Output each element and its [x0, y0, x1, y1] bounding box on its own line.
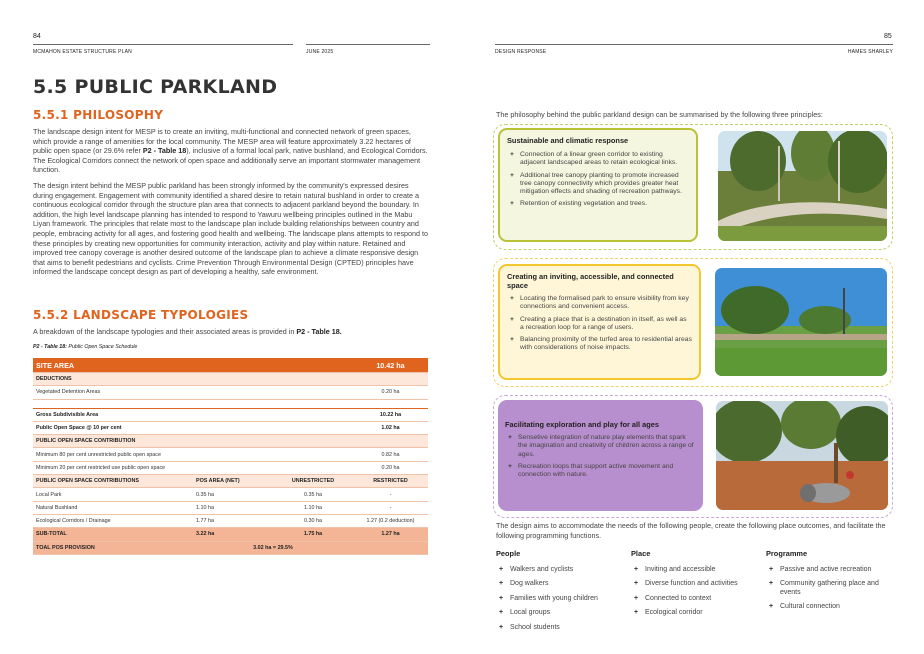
min80-value: 0.82 ha	[353, 448, 428, 461]
site-area-label: SITE AREA	[33, 358, 353, 373]
table-cell: -	[353, 488, 428, 501]
total-value: 3.02 ha = 29.5%	[193, 541, 353, 554]
left-header-title: MCMAHON ESTATE STRUCTURE PLAN	[33, 49, 132, 55]
list-item: + School students	[496, 624, 624, 632]
people-list	[496, 566, 624, 632]
min20-value: 0.20 ha	[353, 461, 428, 474]
list-item: + Dog walkers	[496, 580, 624, 588]
place-column	[631, 549, 759, 624]
philosophy-body	[33, 127, 430, 277]
nature-play-photo	[716, 401, 888, 510]
principle-title: Sustainable and climatic response	[507, 136, 629, 145]
list-item: + Connected to context	[631, 595, 759, 603]
principle-bullets	[505, 434, 696, 479]
list-item: + Cultural connection	[766, 603, 894, 611]
table-cell: 0.35 ha	[193, 488, 273, 501]
contribution-row	[33, 435, 428, 448]
typologies-table-ref: P2 - Table 18.	[296, 327, 342, 336]
column-header: RESTRICTED	[353, 475, 428, 488]
place-list	[631, 566, 759, 618]
table-cell: Local Park	[33, 488, 193, 501]
column-header: UNRESTRICTED	[273, 475, 353, 488]
table-row	[33, 501, 428, 514]
column-header: POS AREA (NET)	[193, 475, 273, 488]
vegetated-label: Vegetated Detention Areas	[33, 386, 353, 399]
park-lawn-photo	[715, 268, 887, 376]
people-column	[496, 549, 624, 638]
table-row	[33, 408, 428, 421]
pos-schedule-table	[33, 358, 428, 555]
principle-bullet: + Retention of existing vegetation and trees.	[507, 200, 689, 208]
list-item: + Passive and active recreation	[766, 566, 894, 574]
vegetated-value: 0.20 ha	[353, 386, 428, 399]
table-row	[33, 386, 428, 399]
site-area-value: 10.42 ha	[353, 358, 428, 373]
subtotal-cell: 3.22 ha	[193, 528, 273, 541]
people-heading: People	[496, 549, 521, 558]
principle-card-exploration	[498, 400, 703, 511]
table-header-row	[33, 475, 428, 488]
principle-title: Facilitating exploration and play for all ages	[505, 420, 660, 429]
table-row	[33, 514, 428, 527]
table-row	[33, 421, 428, 434]
principles-intro: The philosophy behind the public parkland design can be summarised by the following three principles:	[496, 110, 823, 119]
table-cell: 0.35 ha	[273, 488, 353, 501]
philosophy-para-2: The design intent behind the MESP public parkland has been strongly informed by the community's expressed desires during engagement. Engagement with community identified a shared desire to retain natural bushland in order to create a continuous ecological corridor through the structure plan area that connects to adjacent parkland beyond the boundary. In addition, the high level landscape planning has intended to respond to Yawuru wellbeing principles outlined in the Mabu Liyan framework. The principles that relate most to the landscape plan include building relationships between country and people, embracing activity for all ages, and fostering good health and wellbeing. The landscape plans attempts to respond to these principles by creating new opportunities for community interaction, activity and play within nature. Retained and improved tree canopy coverage is another desired outcome of the landscape plan to achieve a climate responsive design that aims to benefit pedestrians and cyclists. Crime Prevention Through Environmental Design (CPTED) principles have informed the landscape concept design as part of developing a healthy, safe environment.	[33, 180, 429, 277]
deductions-row	[33, 373, 428, 386]
site-area-row	[33, 358, 428, 373]
right-header-rule	[495, 44, 893, 45]
programme-heading: Programme	[766, 549, 808, 558]
philosophy-para-1-b: ), inclusive of a formal local park, native bushland, and Ecological Corridors. The Ecological Corridors connect the network of open space and additionally serve an important stormwater management function.	[33, 146, 428, 175]
list-item: + Ecological corridor	[631, 609, 759, 617]
list-item: + Local groups	[496, 609, 624, 617]
total-row	[33, 541, 428, 554]
list-item: + Walkers and cyclists	[496, 566, 624, 574]
table-cell: 1.10 ha	[193, 501, 273, 514]
gross-label: Gross Subdivisible Area	[33, 408, 353, 421]
deductions-label: DEDUCTIONS	[33, 373, 428, 386]
list-item: + Inviting and accessible	[631, 566, 759, 574]
table-cell: 0.30 ha	[273, 514, 353, 527]
left-header-date: JUNE 2025	[306, 49, 334, 55]
list-item: + Diverse function and activities	[631, 580, 759, 588]
table-caption	[33, 344, 137, 350]
table-row	[33, 488, 428, 501]
table-caption-title: Public Open Space Schedule	[66, 344, 138, 350]
table-cell: 1.77 ha	[193, 514, 273, 527]
park-path-photo	[718, 131, 887, 241]
principle-bullet: + Balancing proximity of the turfed area to residential areas with considerations of noise impacts.	[507, 336, 692, 353]
table-caption-ref: P2 - Table 18:	[33, 344, 67, 350]
typologies-heading: 5.5.2 LANDSCAPE TYPOLOGIES	[33, 308, 249, 322]
table-cell: Ecological Corridors / Drainage	[33, 514, 193, 527]
programme-list	[766, 566, 894, 612]
pos10-value: 1.02 ha	[353, 421, 428, 434]
subtotal-label: SUB-TOTAL	[33, 528, 193, 541]
column-header: PUBLIC OPEN SPACE CONTRIBUTIONS	[33, 475, 193, 488]
table-cell: 1.27 (0.2 deduction)	[353, 514, 428, 527]
min80-label: Minimum 80 per cent unrestricted public open space	[33, 448, 353, 461]
subtotal-row	[33, 528, 428, 541]
table-reference: P2 - Table 18	[142, 146, 187, 156]
principle-title: Creating an inviting, accessible, and connected space	[507, 272, 674, 290]
table-cell: 1.10 ha	[273, 501, 353, 514]
pos10-label: Public Open Space @ 10 per cent	[33, 421, 353, 434]
table-spacer	[33, 399, 428, 408]
table-cell: Natural Bushland	[33, 501, 193, 514]
subtotal-cell: 1.75 ha	[273, 528, 353, 541]
philosophy-para-1-a: The landscape design intent for MESP is to create an inviting, multi-functional and connected network of green spaces, which provide a range of amenities for the local community. The MESP area will feature approximately 3.22 hectares of public open space (or 29.6% refer	[33, 127, 411, 156]
principle-bullet: + Locating the formalised park to ensure visibility from key connections and convenient access.	[507, 295, 692, 312]
list-item: + Families with young children	[496, 595, 624, 603]
right-header-right: HAMES SHARLEY	[847, 49, 893, 55]
left-header-rule	[33, 44, 293, 45]
principle-card-sustainable	[498, 128, 698, 242]
principle-bullet: + Additional tree canopy planting to promote increased tree canopy connectivity which provides greater heat mitigation effects and shading of recreation pathways.	[507, 172, 689, 197]
total-label: TOAL POS PROVISION	[33, 541, 193, 554]
principle-bullet: + Connection of a linear green corridor to existing adjacent landscaped areas to retain ecological links.	[507, 151, 689, 168]
table-row	[33, 461, 428, 474]
principle-card-inviting	[498, 264, 701, 380]
right-page-number: 85	[884, 33, 892, 40]
philosophy-para-1	[33, 127, 430, 175]
principle-bullet: + Sensetive integration of nature play elements that spark the imagination and creativity of children across a range of ages.	[505, 434, 696, 459]
left-header-rule-2	[306, 44, 430, 45]
place-heading: Place	[631, 549, 651, 558]
table-cell: -	[353, 501, 428, 514]
typologies-intro-text: A breakdown of the landscape typologies and their associated areas is provided in	[33, 327, 297, 336]
subtotal-cell: 1.27 ha	[353, 528, 428, 541]
principle-bullets	[507, 151, 689, 209]
pos-schedule-table-wrap	[33, 358, 428, 555]
principle-bullet: + Creating a place that is a destination in itself, as well as a recreation loop for a range of users.	[507, 316, 692, 333]
typologies-intro	[33, 327, 430, 337]
programme-column	[766, 549, 894, 618]
list-item: + Community gathering place and events	[766, 580, 894, 597]
principle-bullet: + Recreation loops that support active movement and connection with nature.	[505, 463, 696, 480]
table-row	[33, 448, 428, 461]
right-header-left: DESIGN RESPONSE	[495, 49, 547, 55]
gross-value: 10.22 ha	[353, 408, 428, 421]
outcomes-intro: The design aims to accommodate the needs of the following people, create the following place outcomes, and facilitate the following programming functions.	[496, 521, 886, 540]
section-title: 5.5 PUBLIC PARKLAND	[33, 76, 278, 98]
left-page-number: 84	[33, 33, 41, 40]
min20-label: Minimum 20 per cent restricted use public open space	[33, 461, 353, 474]
philosophy-heading: 5.5.1 PHILOSOPHY	[33, 108, 164, 122]
contribution-label: PUBLIC OPEN SPACE CONTRIBUTION	[33, 435, 428, 448]
principle-bullets	[507, 295, 692, 353]
